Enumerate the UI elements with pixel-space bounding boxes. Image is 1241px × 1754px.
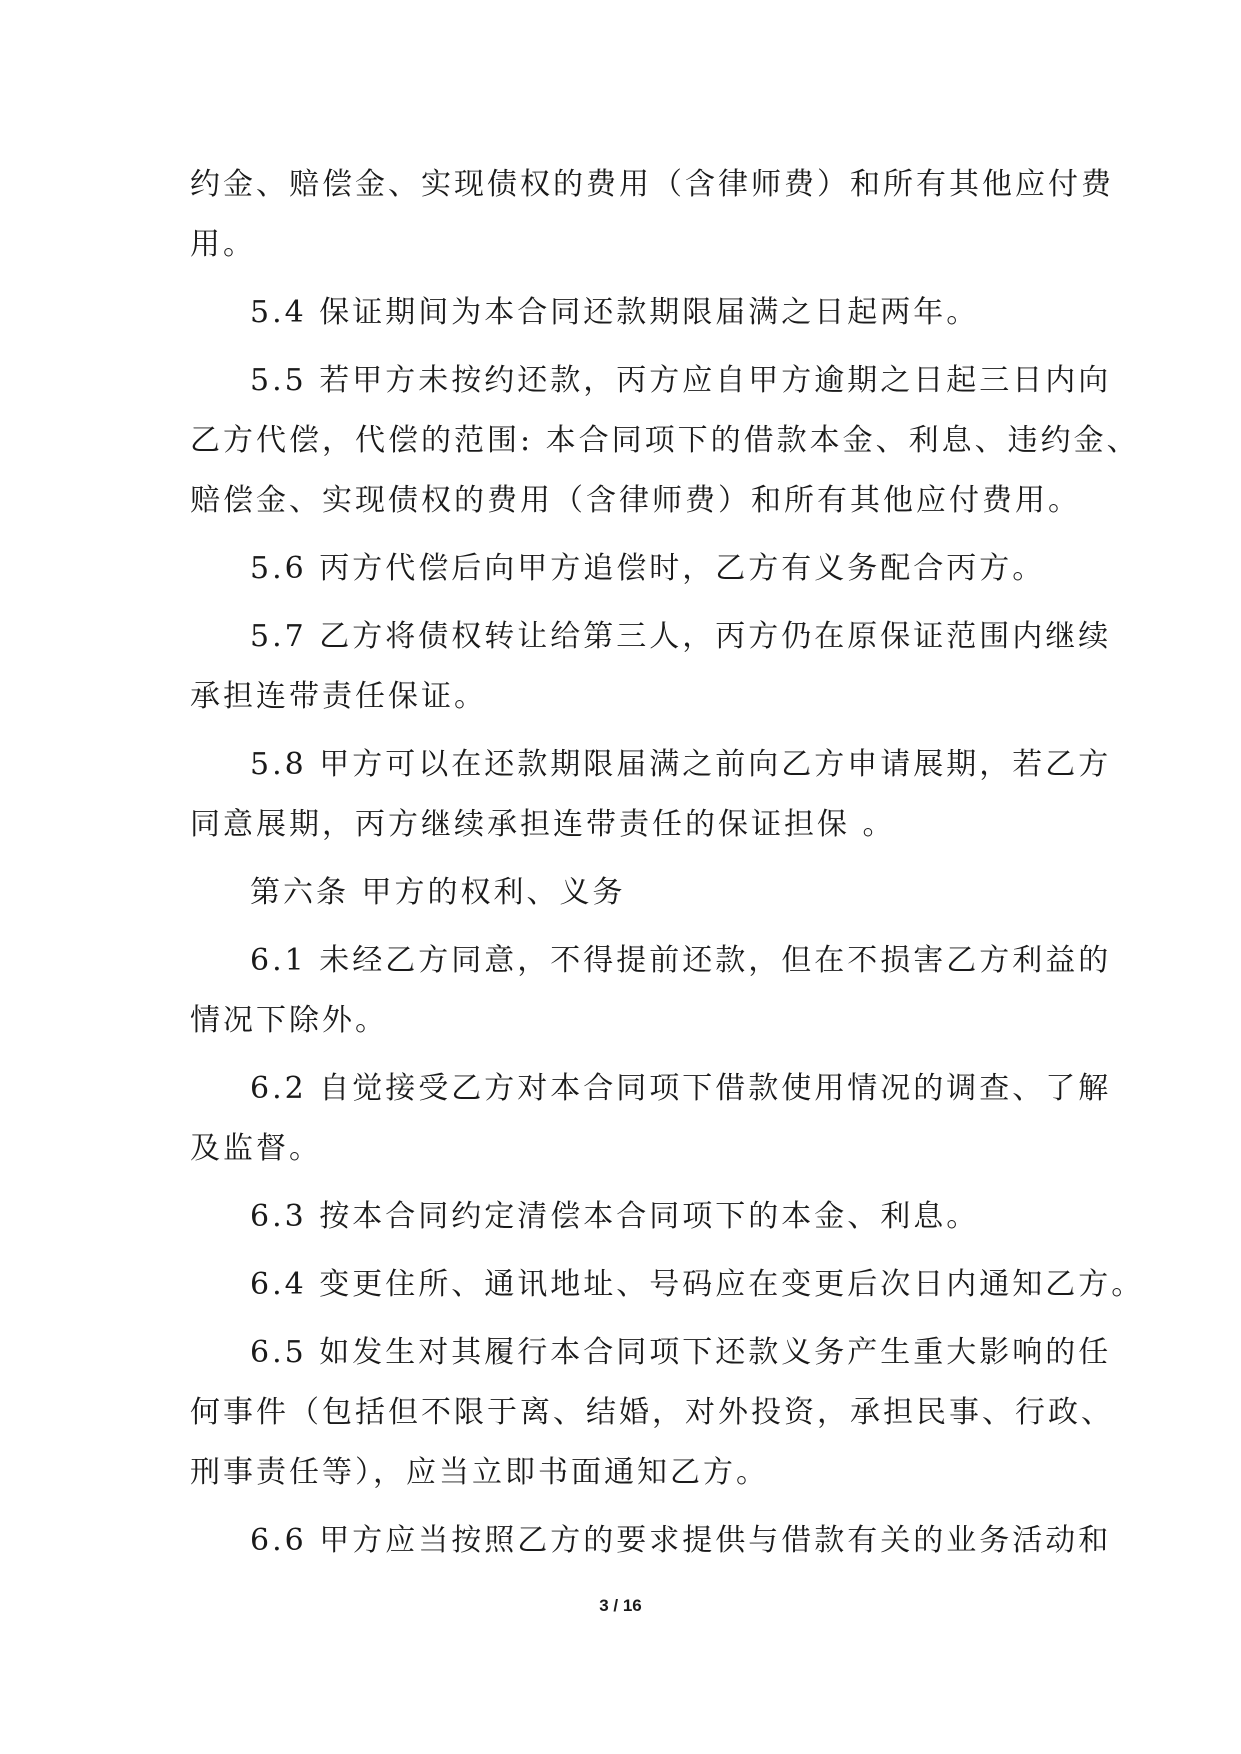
paragraph-line: 同意展期，丙方继续承担连带责任的保证担保 。 bbox=[190, 807, 896, 842]
clause-6-3: 6.3 按本合同约定清偿本合同项下的本金、利息。 bbox=[250, 1199, 980, 1234]
clause-6-6: 6.6 甲方应当按照乙方的要求提供与借款有关的业务活动和 bbox=[250, 1523, 1112, 1558]
paragraph-line: 赔偿金、实现债权的费用（含律师费）和所有其他应付费用。 bbox=[190, 483, 1081, 518]
document-body bbox=[190, 155, 1145, 1571]
clause-6-4: 6.4 变更住所、通讯地址、号码应在变更后次日内通知乙方。 bbox=[250, 1267, 1145, 1302]
page-number: 3 / 16 bbox=[599, 1596, 642, 1615]
clause-5-8: 5.8 甲方可以在还款期限届满之前向乙方申请展期，若乙方 bbox=[250, 747, 1112, 782]
clause-5-5: 5.5 若甲方未按约还款，丙方应自甲方逾期之日起三日内向 bbox=[250, 363, 1112, 398]
paragraph-line: 情况下除外。 bbox=[190, 1003, 388, 1038]
paragraph-line: 承担连带责任保证。 bbox=[190, 679, 487, 714]
section-heading-article-6: 第六条 甲方的权利、义务 bbox=[250, 875, 626, 910]
paragraph-line: 及监督。 bbox=[190, 1131, 322, 1166]
paragraph-line: 约金、赔偿金、实现债权的费用（含律师费）和所有其他应付费 bbox=[190, 167, 1114, 202]
clause-6-1: 6.1 未经乙方同意，不得提前还款，但在不损害乙方利益的 bbox=[250, 943, 1112, 978]
clause-5-6: 5.6 丙方代偿后向甲方追偿时，乙方有义务配合丙方。 bbox=[250, 551, 1046, 586]
clause-6-5: 6.5 如发生对其履行本合同项下还款义务产生重大影响的任 bbox=[250, 1335, 1112, 1370]
clause-5-7: 5.7 乙方将债权转让给第三人，丙方仍在原保证范围内继续 bbox=[250, 619, 1112, 654]
paragraph-line: 乙方代偿，代偿的范围: 本合同项下的借款本金、利息、违约金、 bbox=[190, 423, 1140, 458]
clause-5-4: 5.4 保证期间为本合同还款期限届满之日起两年。 bbox=[250, 295, 980, 330]
clause-6-2: 6.2 自觉接受乙方对本合同项下借款使用情况的调查、了解 bbox=[250, 1071, 1112, 1106]
paragraph-line: 用。 bbox=[190, 227, 256, 262]
paragraph-line: 何事件（包括但不限于离、结婚，对外投资，承担民事、行政、 bbox=[190, 1395, 1114, 1430]
paragraph-line: 刑事责任等），应当立即书面通知乙方。 bbox=[190, 1455, 769, 1490]
